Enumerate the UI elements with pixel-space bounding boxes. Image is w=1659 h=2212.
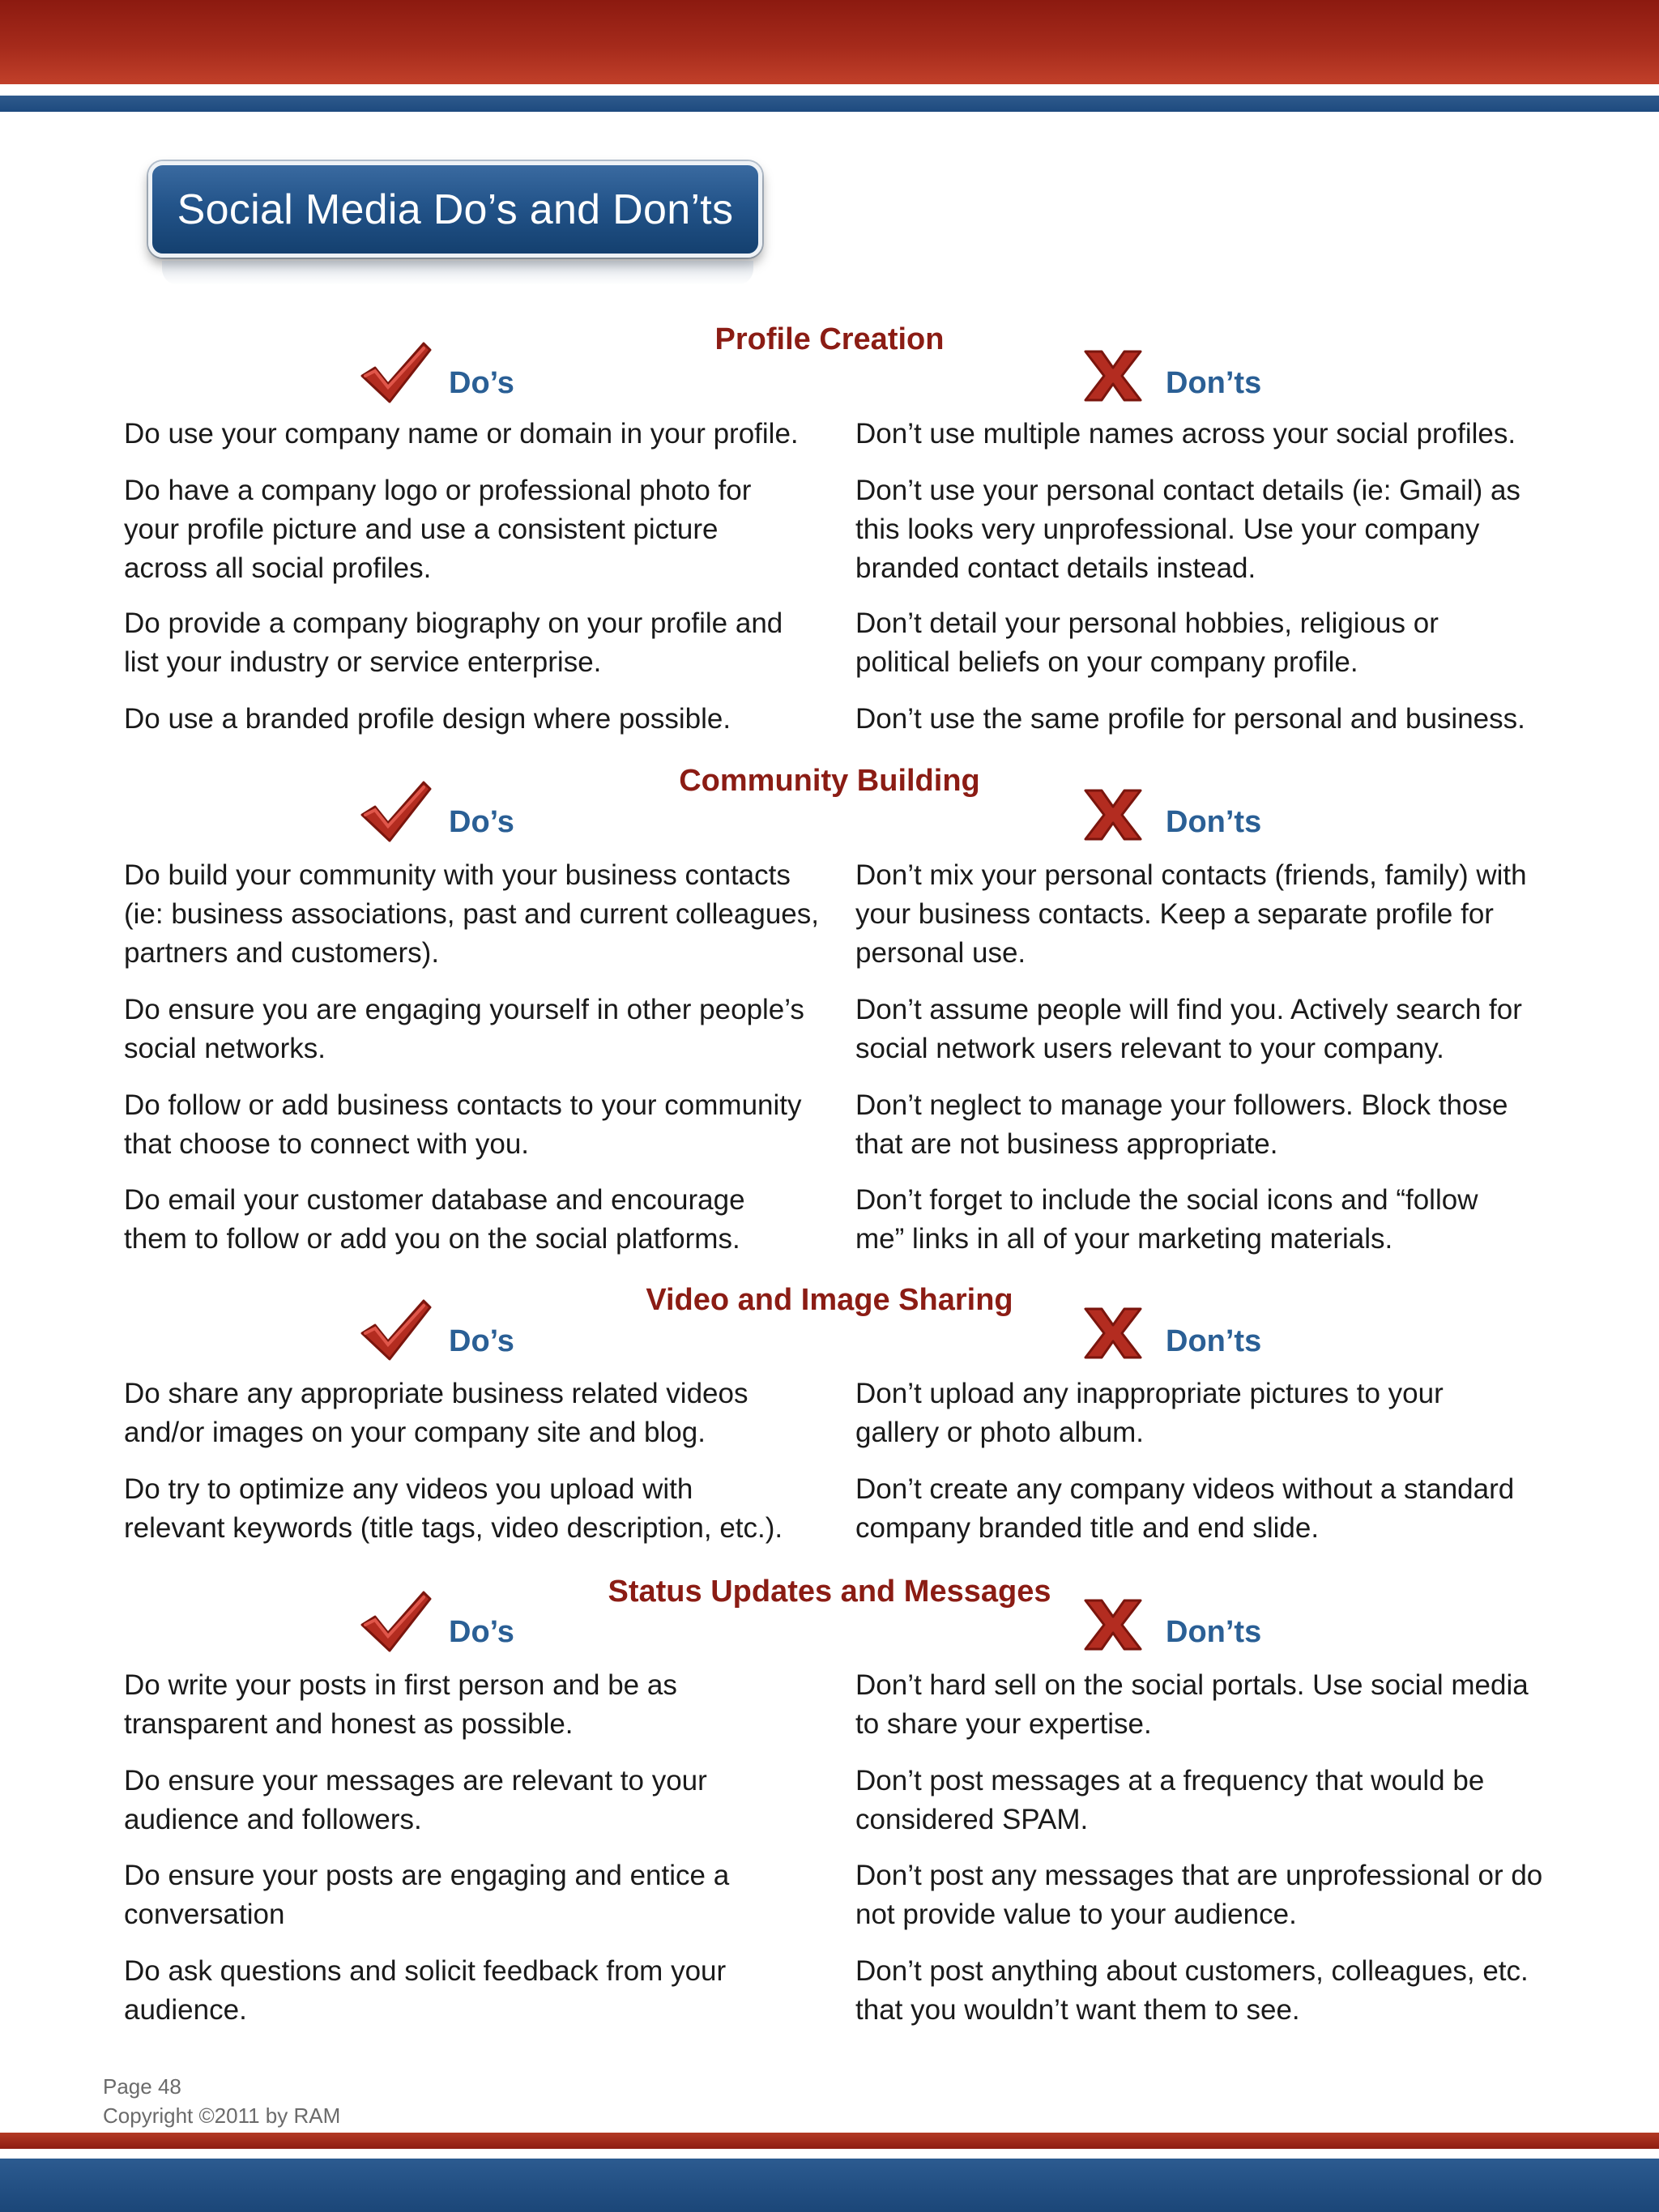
do-item-line: Do have a company logo or professional photo for (124, 475, 752, 506)
do-item (124, 1666, 857, 1744)
do-item (124, 1086, 857, 1164)
checkmark-icon (359, 1298, 432, 1366)
donts-heading: Don’ts (1166, 1615, 1262, 1649)
dont-item (855, 1856, 1589, 1934)
page-title-box (148, 161, 762, 258)
dont-item-line: Don’t post anything about customers, colleagues, etc. (855, 1955, 1529, 1987)
do-item-line: audience. (124, 1994, 247, 2026)
dont-item (855, 1375, 1589, 1452)
do-item-line: conversation (124, 1899, 285, 1930)
do-item (124, 856, 857, 973)
x-mark-icon (1081, 347, 1145, 409)
title-reflection (162, 261, 753, 285)
do-item-line: Do ask questions and solicit feedback from your (124, 1955, 727, 1987)
checkmark-icon (359, 340, 432, 409)
dont-item (855, 471, 1589, 588)
do-item-line: transparent and honest as possible. (124, 1708, 574, 1740)
footer-stripe (0, 2133, 1659, 2149)
dont-item (855, 1181, 1589, 1259)
header-band (0, 0, 1659, 84)
x-mark-icon (1081, 786, 1145, 848)
page-number: Page 48 (103, 2074, 181, 2099)
do-item (124, 415, 857, 454)
footer-band (0, 2159, 1659, 2212)
dont-item-line: Don’t upload any inappropriate pictures to your (855, 1378, 1444, 1409)
do-item (124, 1856, 857, 1934)
header-stripe (0, 96, 1659, 112)
do-item (124, 1470, 857, 1548)
do-item-line: Do write your posts in first person and be as (124, 1669, 677, 1701)
dont-item (855, 415, 1589, 454)
do-item (124, 1181, 857, 1259)
donts-heading: Don’ts (1166, 366, 1262, 400)
do-item-line: Do share any appropriate business related videos (124, 1378, 748, 1409)
dont-item (855, 1666, 1589, 1744)
dont-item (855, 1952, 1589, 2030)
checkmark-icon (359, 1589, 432, 1658)
dont-item-line: Don’t forget to include the social icons and “follow (855, 1184, 1478, 1216)
do-item-line: (ie: business associations, past and current colleagues, (124, 898, 819, 930)
dont-item (855, 1762, 1589, 1839)
dont-item-line: Don’t post any messages that are unprofessional or do (855, 1860, 1543, 1891)
do-item-line: Do use your company name or domain in your profile. (124, 418, 799, 450)
dont-item-line: Don’t create any company videos without a standard (855, 1473, 1515, 1505)
do-item-line: list your industry or service enterprise. (124, 646, 602, 678)
dos-heading: Do’s (449, 805, 514, 839)
dont-item (855, 856, 1589, 973)
do-item (124, 700, 857, 739)
dont-item-line: Don’t use multiple names across your social profiles. (855, 418, 1516, 450)
dont-item-line: company branded title and end slide. (855, 1512, 1320, 1544)
do-item-line: social networks. (124, 1033, 326, 1064)
dont-item-line: Don’t assume people will find you. Actively search for (855, 994, 1522, 1025)
do-item-line: that choose to connect with you. (124, 1128, 530, 1160)
section-title: Community Building (679, 764, 980, 798)
do-item-line: Do ensure your messages are relevant to your (124, 1765, 707, 1796)
checkmark-icon (359, 779, 432, 848)
do-item-line: Do follow or add business contacts to your community (124, 1089, 802, 1121)
do-item-line: relevant keywords (title tags, video description, etc.). (124, 1512, 783, 1544)
dos-heading: Do’s (449, 1615, 514, 1649)
dont-item-line: not provide value to your audience. (855, 1899, 1297, 1930)
do-item (124, 471, 857, 588)
dont-item-line: that you wouldn’t want them to see. (855, 1994, 1300, 2026)
x-mark-icon (1081, 1596, 1145, 1658)
dont-item-line: Don’t neglect to manage your followers. Block those (855, 1089, 1508, 1121)
dont-item-line: that are not business appropriate. (855, 1128, 1278, 1160)
section-title: Profile Creation (714, 322, 945, 356)
do-item (124, 604, 857, 682)
do-item (124, 1952, 857, 2030)
dont-item (855, 604, 1589, 682)
do-item-line: Do ensure your posts are engaging and entice a (124, 1860, 730, 1891)
section-title: Video and Image Sharing (646, 1283, 1013, 1317)
do-item-line: Do email your customer database and encourage (124, 1184, 745, 1216)
do-item-line: partners and customers). (124, 937, 440, 969)
dont-item-line: this looks very unprofessional. Use your company (855, 514, 1480, 545)
do-item-line: Do ensure you are engaging yourself in other people’s (124, 994, 804, 1025)
dont-item-line: considered SPAM. (855, 1804, 1089, 1835)
do-item-line: your profile picture and use a consistent picture (124, 514, 719, 545)
dont-item (855, 991, 1589, 1068)
dont-item-line: Don’t mix your personal contacts (friends, family) with (855, 859, 1527, 891)
donts-heading: Don’ts (1166, 1324, 1262, 1358)
do-item-line: Do build your community with your business contacts (124, 859, 791, 891)
dont-item-line: social network users relevant to your company. (855, 1033, 1444, 1064)
do-item-line: Do use a branded profile design where possible. (124, 703, 731, 735)
dont-item-line: your business contacts. Keep a separate profile for (855, 898, 1494, 930)
do-item-line: them to follow or add you on the social platforms. (124, 1223, 740, 1255)
dont-item-line: Don’t detail your personal hobbies, religious or (855, 607, 1439, 639)
dont-item (855, 1470, 1589, 1548)
dont-item-line: Don’t post messages at a frequency that would be (855, 1765, 1485, 1796)
dont-item-line: personal use. (855, 937, 1026, 969)
do-item-line: Do provide a company biography on your profile and (124, 607, 783, 639)
dont-item-line: Don’t use the same profile for personal and business. (855, 703, 1525, 735)
do-item (124, 991, 857, 1068)
do-item-line: and/or images on your company site and blog. (124, 1417, 706, 1448)
donts-heading: Don’ts (1166, 805, 1262, 839)
dos-heading: Do’s (449, 366, 514, 400)
do-item-line: audience and followers. (124, 1804, 422, 1835)
dont-item-line: gallery or photo album. (855, 1417, 1145, 1448)
do-item (124, 1375, 857, 1452)
dont-item-line: Don’t use your personal contact details (ie: Gmail) as (855, 475, 1520, 506)
page-title: Social Media Do’s and Don’ts (177, 185, 734, 233)
dont-item-line: to share your expertise. (855, 1708, 1152, 1740)
dont-item-line: political beliefs on your company profile. (855, 646, 1358, 678)
dont-item (855, 700, 1589, 739)
do-item (124, 1762, 857, 1839)
do-item-line: Do try to optimize any videos you upload with (124, 1473, 693, 1505)
do-item-line: across all social profiles. (124, 552, 432, 584)
x-mark-icon (1081, 1304, 1145, 1366)
dont-item-line: branded contact details instead. (855, 552, 1256, 584)
dont-item-line: Don’t hard sell on the social portals. Use social media (855, 1669, 1529, 1701)
dont-item-line: me” links in all of your marketing materials. (855, 1223, 1393, 1255)
copyright: Copyright ©2011 by RAM (103, 2103, 341, 2128)
dont-item (855, 1086, 1589, 1164)
dos-heading: Do’s (449, 1324, 514, 1358)
section-title: Status Updates and Messages (608, 1575, 1051, 1609)
